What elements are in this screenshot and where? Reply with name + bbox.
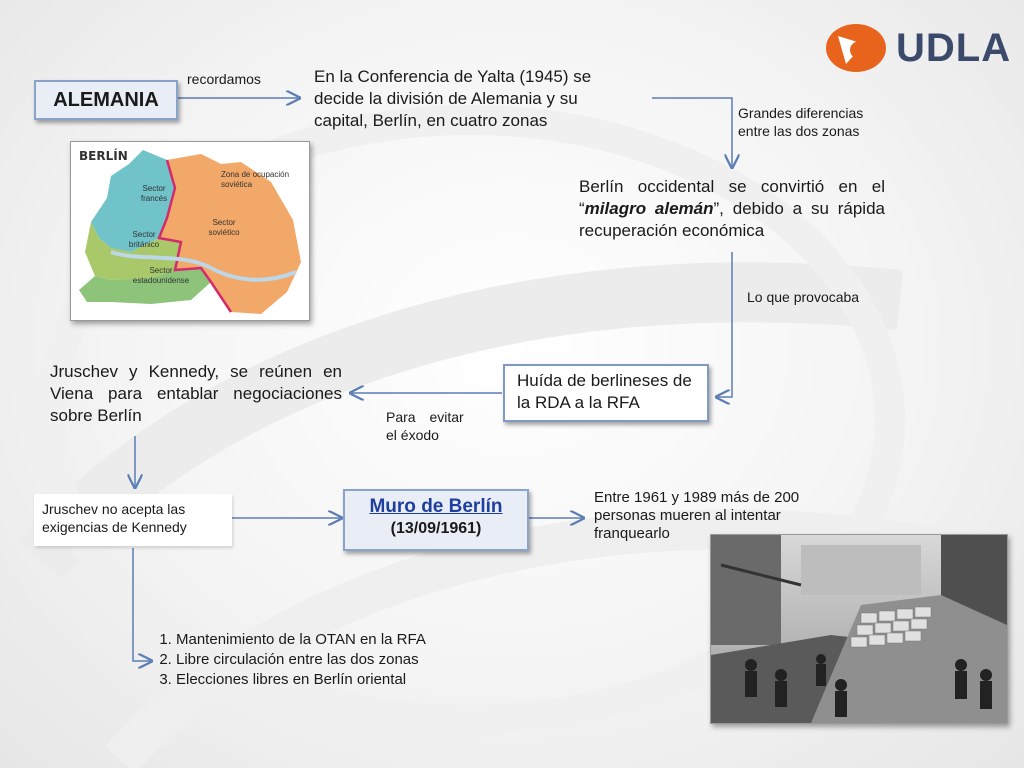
alemania-label: ALEMANIA	[53, 88, 159, 111]
berlin-occidental-text	[579, 176, 885, 242]
udla-logo-text: UDLA	[896, 26, 1012, 70]
muertes-text: Entre 1961 y 1989 más de 200 personas mueren al intentar franquearlo	[594, 489, 800, 542]
map-sector-frances-label: Sector francés	[140, 184, 168, 203]
berlin-wall-photo-drawing	[711, 535, 1007, 723]
map-sector-britanico-label: Sector británico	[128, 230, 160, 249]
berlin-map-drawing	[71, 142, 309, 320]
jruschev-kennedy-text: Jruschev y Kennedy, se reúnen en Viena para entablar negociaciones sobre Berlín	[50, 362, 342, 425]
muro-berlin-title: Muro de Berlín	[369, 496, 503, 517]
jruschev-no-acepta-box	[34, 494, 232, 546]
para-evitar-label	[386, 408, 482, 444]
exigencia-item-1: 1. Mantenimiento de la OTAN en la RFA	[176, 630, 490, 650]
huida-text: Huída de berlineses de la RDA a la RFA	[517, 371, 692, 412]
muro-berlin-date: (13/09/1961)	[390, 520, 482, 537]
udla-logo	[824, 20, 1012, 80]
muro-berlin-box	[343, 489, 529, 551]
el-exodo-line: el éxodo	[386, 427, 439, 443]
huida-box	[503, 364, 709, 422]
exigencias-list	[150, 630, 490, 690]
map-sector-sovietico-label: Sector soviético	[208, 218, 240, 237]
exigencia-item-2: 2. Libre circulación entre las dos zonas	[176, 650, 490, 670]
lo-que-provocaba-label: Lo que provocaba	[747, 289, 860, 305]
alemania-box	[34, 80, 178, 120]
yalta-text: En la Conferencia de Yalta (1945) se decide la división de Alemania y su capital, Berlín, en cuatro zonas	[314, 67, 592, 130]
berlin-occidental-prefix: Berlín occidental se convirtió en el “	[579, 177, 885, 218]
recordamos-label: recordamos	[187, 71, 261, 87]
milagro-aleman-emphasis: milagro alemán	[584, 199, 714, 218]
map-sector-estadounidense-label: Sector estadounidense	[132, 266, 190, 285]
berlin-wall-photo	[710, 534, 1008, 724]
jruschev-no-acepta-text: Jruschev no acepta las exigencias de Kennedy	[42, 501, 187, 535]
para-evitar-line: Para evitar	[386, 409, 464, 425]
map-zona-sovietica-label: Zona de ocupación soviética	[221, 170, 290, 189]
exigencia-item-3: 3. Elecciones libres en Berlín oriental	[176, 670, 490, 690]
berlin-sectors-map	[70, 141, 310, 321]
map-title: BERLÍN	[79, 149, 128, 163]
berlin-occidental-suffix: ”, debido a su rápida recuperación económica	[579, 199, 885, 240]
grandes-diferencias-label: Grandes diferencias entre las dos zonas	[738, 105, 864, 139]
udla-logo-mark-icon	[824, 20, 888, 76]
